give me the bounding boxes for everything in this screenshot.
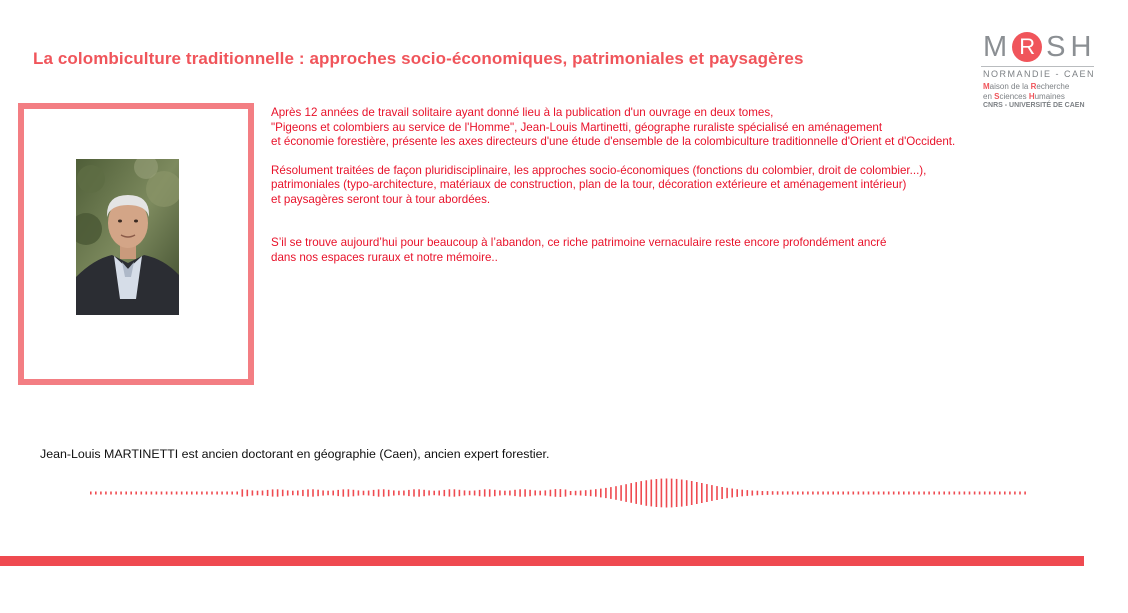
waveform-bar (257, 491, 259, 496)
waveform-bar (125, 492, 127, 495)
bio-text (271, 106, 1116, 265)
waveform-bar (176, 492, 178, 495)
waveform-bar (120, 492, 122, 495)
waveform-bar (913, 492, 915, 495)
waveform-bar (635, 482, 637, 504)
waveform-bar (221, 492, 223, 495)
waveform-bar (353, 490, 355, 497)
waveform-bar (681, 480, 683, 507)
waveform-bar (928, 492, 930, 495)
logo-line-cnrs: CNRS - UNIVERSITÉ DE CAEN (983, 102, 1085, 109)
waveform-bar (242, 489, 244, 496)
waveform-bar (297, 491, 299, 496)
logo-line-maison: Maison de la Recherche (983, 82, 1070, 91)
waveform-bar (585, 490, 587, 496)
waveform-bar (656, 479, 658, 507)
waveform-bar (827, 492, 829, 495)
waveform-bar (226, 492, 228, 495)
waveform-bar (322, 490, 324, 495)
waveform-bar (1019, 492, 1021, 495)
waveform-bar (918, 492, 920, 495)
waveform-bar (550, 490, 552, 497)
waveform-bar (196, 492, 198, 495)
waveform-bar (686, 480, 688, 506)
waveform-bar (166, 492, 168, 495)
waveform-bar (625, 484, 627, 502)
waveform-bar (373, 490, 375, 496)
waveform-bar (883, 492, 885, 495)
waveform-bar (721, 487, 723, 499)
waveform-bar (95, 492, 97, 495)
waveform-bar (615, 486, 617, 500)
waveform-bar (580, 491, 582, 496)
waveform-bar (772, 491, 774, 495)
waveform-bar (171, 492, 173, 495)
waveform-bar (398, 491, 400, 496)
waveform-bar (807, 492, 809, 495)
waveform-bar (848, 492, 850, 495)
waveform-bar (863, 492, 865, 495)
waveform-bar (994, 492, 996, 495)
waveform-bar (348, 489, 350, 496)
waveform-bar (787, 491, 789, 494)
waveform-bar (969, 492, 971, 495)
waveform-bar (731, 489, 733, 498)
waveform-bar (534, 490, 536, 495)
waveform-bar (135, 492, 137, 495)
logo-divider (981, 66, 1094, 67)
logo-line-sciences: en Sciences Humaines (983, 92, 1065, 101)
logo-wordmark (983, 30, 1096, 64)
waveform-bar (565, 490, 567, 497)
waveform-bar (908, 492, 910, 495)
waveform-bar (646, 480, 648, 506)
waveform-bar (529, 490, 531, 496)
waveform-bar (812, 492, 814, 495)
waveform-bar (938, 492, 940, 495)
waveform-bar (711, 485, 713, 501)
waveform-bar (423, 490, 425, 496)
waveform-bar (454, 489, 456, 496)
waveform-bar (792, 491, 794, 494)
waveform-bar (706, 484, 708, 502)
speaker-caption: Jean-Louis MARTINETTI est ancien doctorant en géographie (Caen), ancien expert forestier. (40, 447, 550, 461)
waveform-bar (479, 490, 481, 496)
waveform-bar (837, 492, 839, 495)
waveform-bar (519, 489, 521, 496)
waveform-bar (802, 492, 804, 495)
waveform-bar (231, 492, 233, 495)
waveform-bar (413, 489, 415, 496)
speaker-portrait (76, 159, 179, 315)
waveform-bar (327, 491, 329, 496)
waveform-bar (343, 489, 345, 496)
waveform-bar (610, 487, 612, 499)
waveform-bar (1014, 492, 1016, 495)
waveform-bar (560, 489, 562, 497)
waveform-bar (216, 492, 218, 495)
bio-paragraph-3: S’il se trouve aujourd’hui pour beaucoup à l’abandon, ce riche patrimoine vernaculaire reste encore profondément ancré dans nos espaces ruraux et notre mémoire.. (271, 236, 887, 264)
waveform-bar (186, 492, 188, 495)
waveform-bar (943, 492, 945, 495)
waveform-bar (832, 492, 834, 495)
waveform-bar (191, 492, 193, 495)
waveform-bar (211, 492, 213, 495)
waveform-bar (954, 492, 956, 495)
waveform-bar (236, 492, 238, 495)
waveform-bar (378, 489, 380, 496)
waveform-bar (307, 489, 309, 496)
waveform-bar (1004, 492, 1006, 495)
waveform-bar (494, 490, 496, 496)
waveform-bar (716, 486, 718, 500)
mrsh-logo (975, 30, 1100, 115)
waveform-bar (999, 492, 1001, 495)
waveform-bar (893, 492, 895, 495)
waveform-bar (444, 490, 446, 496)
waveform-bar (151, 492, 153, 495)
waveform-bar (545, 490, 547, 495)
waveform-bar (206, 492, 208, 495)
waveform-bar (979, 492, 981, 495)
progress-bar[interactable] (0, 556, 1084, 566)
waveform-bar (499, 490, 501, 495)
waveform-bar (752, 491, 754, 496)
waveform-bar (302, 490, 304, 496)
waveform-bar (282, 490, 284, 497)
waveform-bar (757, 491, 759, 496)
waveform-bar (403, 491, 405, 496)
waveform-bar (262, 491, 264, 496)
waveform-bar (312, 489, 314, 496)
waveform-bar (949, 492, 951, 495)
waveform-bar (661, 479, 663, 508)
waveform-bar (524, 489, 526, 496)
waveform-bar (433, 491, 435, 496)
waveform-bar (984, 492, 986, 495)
waveform-bar (428, 490, 430, 495)
waveform-bar (989, 492, 991, 495)
waveform-bar (100, 492, 102, 495)
waveform-bar (474, 491, 476, 496)
waveform-bar (504, 491, 506, 496)
waveform-bar (267, 490, 269, 496)
waveform-bar (509, 491, 511, 496)
waveform-bar (388, 490, 390, 497)
waveform-bar (181, 492, 183, 495)
waveform-bar (873, 492, 875, 495)
waveform-bar (842, 492, 844, 495)
waveform-bar (514, 490, 516, 496)
waveform-bar (595, 489, 597, 497)
waveform-bar (363, 491, 365, 496)
waveform-bar (696, 482, 698, 504)
waveform-bar (438, 491, 440, 496)
waveform-bar (1009, 492, 1011, 495)
waveform-bar (201, 492, 203, 495)
waveform-bar (600, 489, 602, 498)
waveform-bar (337, 490, 339, 496)
waveform-bar (368, 491, 370, 496)
waveform-bar (130, 492, 132, 495)
waveform-bar (570, 491, 572, 495)
waveform-bar (1024, 492, 1026, 495)
waveform-bar (777, 491, 779, 494)
waveform-bar (620, 485, 622, 501)
logo-letter-m: M (983, 30, 1013, 63)
waveform-bar (671, 479, 673, 508)
waveform-bar (630, 483, 632, 503)
waveform-bar (923, 492, 925, 495)
waveform-bar (252, 490, 254, 495)
waveform-bar (853, 492, 855, 495)
waveform-bar (878, 492, 880, 495)
waveform-bar (489, 489, 491, 496)
logo-letters-sh: SH (1046, 30, 1097, 63)
waveform-bar (555, 489, 557, 497)
waveform-bar (287, 490, 289, 495)
audio-waveform[interactable] (88, 463, 1028, 523)
waveform-bar (974, 492, 976, 495)
waveform-bar (590, 490, 592, 497)
waveform-bar (888, 492, 890, 495)
waveform-bar (726, 488, 728, 498)
waveform-bar (459, 490, 461, 496)
waveform-bar (408, 490, 410, 496)
waveform-bar (383, 489, 385, 496)
waveform-bar (858, 492, 860, 495)
bio-paragraph-1: Après 12 années de travail solitaire ayant donné lieu à la publication d'un ouvrage en deux tomes, "Pigeons et colombiers au service de l'Homme", Jean-Louis Martinetti, géographe ruraliste spécialisé en aménagement et économie forestière, présente les axes directeurs d'une étude d'ensemble de la colombiculture traditionnelle d'Orient et d'Occident. (271, 106, 956, 148)
waveform-bar (105, 492, 107, 495)
waveform-bar (317, 490, 319, 497)
waveform-bar (868, 492, 870, 495)
waveform-bar (292, 491, 294, 496)
waveform-bar (666, 479, 668, 508)
waveform-bar (277, 489, 279, 496)
waveform-bar (817, 492, 819, 495)
waveform-bar (691, 481, 693, 505)
waveform-bar (393, 490, 395, 495)
waveform-bar (272, 489, 274, 496)
waveform-bar (797, 492, 799, 495)
waveform-bar (141, 492, 143, 495)
page-title: La colombiculture traditionnelle : approches socio-économiques, patrimoniales et paysagères (33, 49, 804, 68)
waveform-bar (903, 492, 905, 495)
waveform-bar (484, 489, 486, 496)
waveform-bar (762, 491, 764, 495)
waveform-bar (115, 492, 117, 495)
waveform-bar (575, 491, 577, 496)
waveform-bar (418, 489, 420, 496)
bio-paragraph-2: Résolument traitées de façon pluridisciplinaire, les approches socio-économiques (fonctions du colombier, droit de colombier...), patrimoniales (typo-architecture, matériaux de construction, plan de la tour, décoration extérieure et aménagement intérieur) et paysagères seront tour à tour abordées. (271, 163, 927, 206)
waveform-bar (90, 492, 92, 495)
waveform-bar (161, 492, 163, 495)
waveform-bar (156, 492, 158, 495)
waveform-bar (933, 492, 935, 495)
waveform-bar (449, 489, 451, 496)
waveform-bar (964, 492, 966, 495)
speaker-portrait-image (76, 159, 179, 315)
waveform-bar (736, 489, 738, 497)
waveform-bar (358, 490, 360, 495)
waveform-bar (741, 490, 743, 497)
waveform-bar (605, 488, 607, 498)
waveform-bar (782, 491, 784, 494)
waveform-bar (247, 490, 249, 497)
waveform-bar (464, 490, 466, 495)
waveform-bar (640, 481, 642, 505)
logo-circle-r: R (1012, 32, 1042, 62)
waveform-bar (146, 492, 148, 495)
waveform-bar (110, 492, 112, 495)
waveform-bar (959, 492, 961, 495)
waveform-bar (332, 491, 334, 496)
waveform-bar (676, 479, 678, 507)
waveform-bar (767, 491, 769, 495)
waveform-bar (898, 492, 900, 495)
logo-line-normandie: NORMANDIE - CAEN (983, 69, 1096, 79)
waveform-bar (701, 483, 703, 503)
waveform-bar (469, 491, 471, 496)
waveform-bar (822, 492, 824, 495)
waveform-bar (651, 480, 653, 507)
waveform-bar (539, 491, 541, 496)
waveform-bar (747, 490, 749, 496)
